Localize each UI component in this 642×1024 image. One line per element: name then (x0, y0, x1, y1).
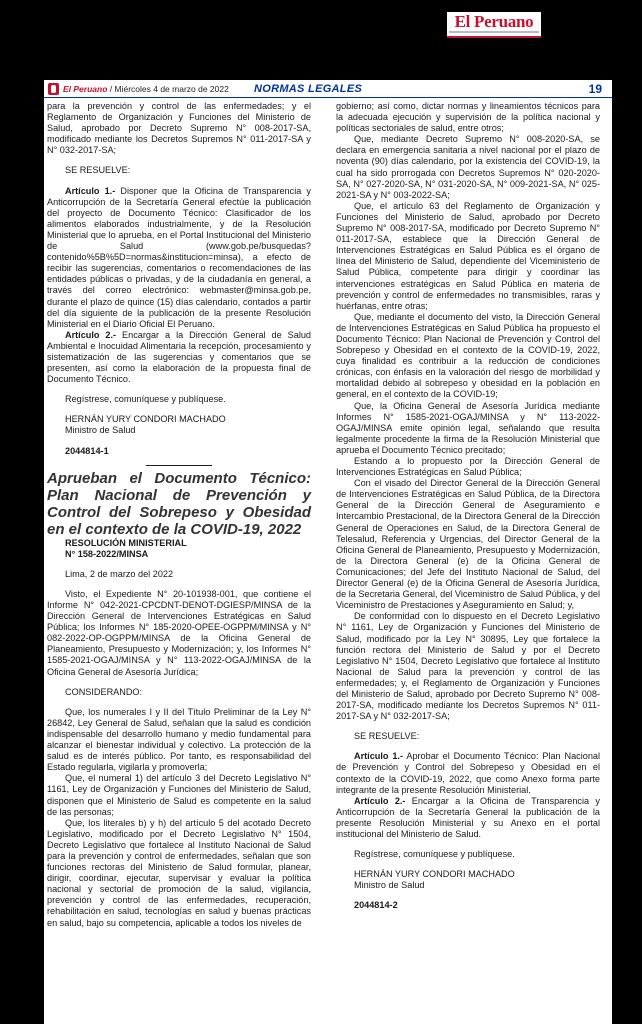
paragraph: Que, el artículo 63 del Reglamento de Organización y Funciones del Ministerio de Salud, aprobado por Decreto Supremo N° 008-2017-SA, modificado por Decreto Supremo N° 011-2017-SA, establece que la Dirección General de Intervenciones Estratégicas en Salud Pública es el órgano de línea del Ministerio de Salud, dependiente del Viceministerio de Salud Pública, competente para dirigir y coordinar las intervenciones estratégicas en Salud Pública en materia de prevención y control de enfermedades no transmisibles, raras y huérfanas, entre otras; (336, 200, 600, 311)
article-label: Artículo 1.- (354, 751, 403, 762)
closing-formula: Regístrese, comuníquese y publíquese. (65, 394, 226, 405)
header-date: Miércoles 4 de marzo de 2022 (114, 84, 229, 94)
signer-role: Ministro de Salud (354, 880, 425, 891)
article-label: Artículo 1.- (65, 185, 116, 196)
top-band (0, 0, 642, 80)
section-title: NORMAS LEGALES (254, 83, 363, 95)
signer-name: HERNÁN YURY CONDORI MACHADO (354, 869, 515, 880)
paragraph: Que, el numeral 1) del artículo 3 del Decreto Legislativo N° 1161, Ley de Organización y Funciones del Ministerio de Salud, disponen que el Ministerio de Salud es competente en la salud de las personas; (47, 773, 311, 817)
paragraph: Estando a lo propuesto por la Dirección General de Intervenciones Estratégicas en Salud Pública; (336, 456, 600, 478)
header-brand: El Peruano (63, 84, 108, 94)
article-text: Encargar a la Oficina de Transparencia y Anticorrupción de la Secretaría General la publicación de la presente Resolución Ministerial y su Anexo en el portal institucional del Ministerio de Salud. (336, 795, 600, 839)
header-brand-date: El Peruano / Miércoles 4 de marzo de 2022 (63, 84, 229, 94)
paragraph: Que, mediante el documento del visto, la Dirección General de Intervenciones Estratégicas en Salud Pública ha propuesto el Documento Técnico: Plan Nacional de Prevención y Control del Sobrepeso y Obesidad en el contexto de la COVID-19, 2022, cuya finalidad es contribuir a la reducción de condiciones crónicas, con énfasis en la valoración del riesgo de morbilidad y mortalidad debido al sobrepeso y obesidad en la población en general, en el contexto de la COVID-19; (336, 311, 600, 400)
article-2 (47, 330, 311, 385)
left-column (47, 101, 311, 929)
section-divider (146, 465, 212, 466)
article-text: Aprobar el Documento Técnico: Plan Nacional de Prevención y Control del Sobrepeso y Obesidad en el contexto de la COVID-19, 2022, que como Anexo forma parte integrante de la presente Resolución Ministerial. (336, 751, 600, 795)
visto-paragraph: Visto, el Expediente N° 20-101938-001, que contiene el Informe N° 042-2021-CPCDNT-DENOT-DGIESP/MINSA de la Dirección General de Intervenciones Estratégicas en Salud Pública; los Informes N° 185-2020-OPEE-OGPPM/MINSA y N° 082-2022-OP-OGPPM/MINSA de la Oficina General de Planeamiento, Presupuesto y Modernización; y, los Informes N° 1585-2021-OGAJ/MINSA y N° 113-2022-OGAJ/MINSA de la Oficina General de Asesoría Jurídica; (47, 588, 311, 677)
article-2 (336, 796, 600, 840)
left-margin-band (0, 80, 44, 1024)
paragraph: Que, mediante Decreto Supremo N° 008-2020-SA, se declara en emergencia sanitaria a nivel nacional por el plazo de noventa (90) días calendario, por la existencia del COVID-19, la cual ha sido prorrogada con Decretos Supremos N° 020-2020-SA, N° 027-2020-SA, N° 031-2020-SA, N° 009-2021-SA, N° 025-2021-SA y N° 003-2022-SA; (336, 134, 600, 200)
header-rule (44, 97, 612, 98)
article-text: Encargar a la Dirección General de Salud Ambiental e Inocuidad Alimentaria la recepción, procesamiento y sistematización de las sugerencias y comentarios que se presenten, así como la elaboración de la propuesta final de Documento Técnico. (47, 329, 311, 385)
paragraph: De conformidad con lo dispuesto en el Decreto Legislativo N° 1161, Ley de Organización y Funciones del Ministerio de Salud, modificado por la Ley N° 30895, Ley que fortalece la función rectora del Ministerio de Salud y por el Decreto Legislativo N° 1504, Decreto Legislativo que fortalece al Instituto Nacional de Salud para la prevención y control de las enfermedades; y, el Reglamento de Organización y Funciones del Ministerio de Salud, aprobado por Decreto Supremo N° 008-2017-SA, modificado mediante los Decretos Supremos N° 011-2017-SA y N° 032-2017-SA; (336, 611, 600, 722)
considerando-heading: CONSIDERANDO: (65, 686, 143, 697)
closing-formula: Regístrese, comuníquese y publíquese. (354, 849, 515, 860)
paragraph: gobierno; así como, dictar normas y lineamientos técnicos para la adecuada ejecución y supervisión de la política nacional y políticas sectoriales de salud, entre otros; (336, 101, 600, 134)
resolution-title: RESOLUCIÓN MINISTERIAL (65, 537, 187, 548)
right-column (336, 101, 600, 911)
coat-of-arms-icon (48, 83, 59, 95)
masthead-logo (447, 12, 541, 38)
logo-underline (449, 31, 539, 33)
resuelve-heading: SE RESUELVE: (65, 165, 131, 176)
article-label: Artículo 2.- (354, 795, 406, 806)
document-code: 2044814-2 (354, 900, 398, 911)
signer-role: Ministro de Salud (65, 425, 136, 436)
document-code: 2044814-1 (65, 445, 109, 456)
resolution-headline: Aprueban el Documento Técnico: Plan Nacional de Prevención y Control del Sobrepeso y Obesidad en el contexto de la COVID-19, 2022 (47, 469, 311, 538)
paragraph: Que, los literales b) y h) del artículo 5 del acotado Decreto Legislativo, modificado por el Decreto Legislativo N° 1504, Decreto Legislativo que fortalece al Instituto Nacional de Salud para la prevención y control de enfermedades, señalan que son funciones rectoras del Ministerio de Salud formular, planear, dirigir, coordinar, ejecutar, supervisar y evaluar la política nacional y sectorial de promoción de la salud, vigilancia, prevención y control de las enfermedades, recuperación, rehabilitación en salud, tecnologías en salud y buenas prácticas en salud, bajo su competencia, aplicable a todos los niveles de (47, 817, 311, 928)
page-number: 19 (588, 82, 602, 96)
paragraph: para la prevención y control de las enfermedades; y el Reglamento de Organización y Funciones del Ministerio de Salud, aprobado por Decreto Supremo N° 008-2017-SA, modificado mediante los Decretos Supremos N° 011-2017-SA y N° 032-2017-SA; (47, 101, 311, 156)
resolution-number: N° 158-2022/MINSA (65, 548, 149, 559)
paragraph: Con el visado del Director General de la Dirección General de Intervenciones Estratégicas en Salud Pública, de la Directora General de la Dirección General de Aseguramiento e Intercambio Prestacional, de la Directora General de la Dirección General de Operaciones en Salud, de la Directora General de Telesalud, Referencia y Urgencias, del Director General de la Oficina General de Planeamiento, Presupuesto y Modernización, de la Directora General (e) de la Oficina General de Comunicaciones; del Jefe del Instituto Nacional de Salud, del Director General (e) de la Oficina General de Asesoría Jurídica, de la Secretaria General, del Viceministro de Salud Pública, y del Viceministro de Prestaciones y Aseguramiento en Salud; y, (336, 478, 600, 611)
signer-name: HERNÁN YURY CONDORI MACHADO (65, 414, 226, 425)
article-text: Disponer que la Oficina de Transparencia y Anticorrupción de la Secretaría General efectúe la publicación del proyecto de Documento Técnico: Clasificador de los alimentos elaborados industrialmente, y de la Resolución Ministerial que lo aprueba, en el Portal Institucional del Ministerio de Salud (www.gob.pe/busquedas?contenido%5B%5D=normas&institucion=minsa), a efecto de recibir las sugerencias, comentarios o recomendaciones de las entidades públicas o privadas, y de la ciudadanía en general, a través del correo electrónico: webmaster@minsa.gob.pe, durante el plazo de quince (15) días calendario, contados a partir del día siguiente de la publicación de la presente Resolución Ministerial en el Diario Oficial El Peruano. (47, 185, 311, 329)
page-header (44, 82, 612, 96)
logo-text: El Peruano (454, 12, 534, 31)
paragraph: Que, la Oficina General de Asesoría Jurídica mediante Informes N° 1585-2021-OGAJ/MINSA y N° 113-2022-OGAJ/MINSA emite opinión legal, señalando que resulta legalmente procedente la firma de la Resolución Ministerial que aprueba el Documento Técnico precitado; (336, 400, 600, 455)
article-1 (336, 751, 600, 795)
article-label: Artículo 2.- (65, 329, 117, 340)
article-1 (47, 186, 311, 330)
resolution-date: Lima, 2 de marzo del 2022 (65, 568, 174, 579)
paragraph: Que, los numerales I y II del Título Preliminar de la Ley N° 26842, Ley General de Salud, señalan que la salud es condición indispensable del desarrollo humano y medio fundamental para alcanzar el bienestar individual y colectivo. La protección de la salud es de interés público. Por tanto, es responsabilidad del Estado regularla, vigilarla y promoverla; (47, 706, 311, 773)
right-margin-band (612, 80, 642, 1024)
resuelve-heading: SE RESUELVE: (354, 731, 420, 742)
